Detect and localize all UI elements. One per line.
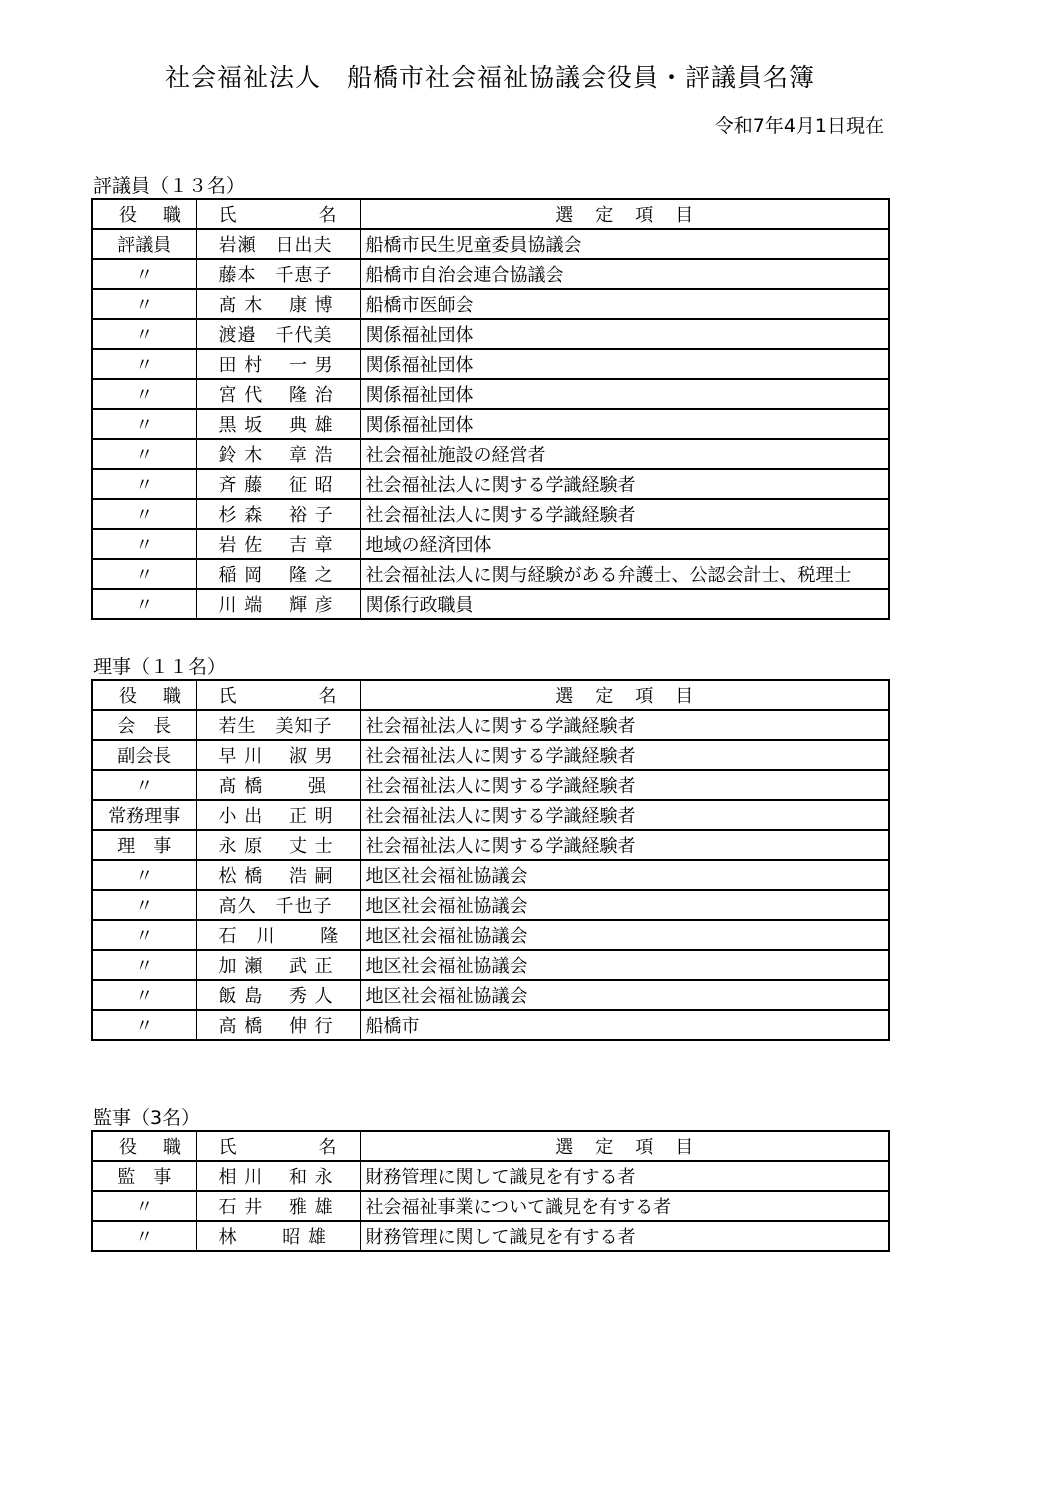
criteria-cell: 関係行政職員: [360, 589, 889, 619]
criteria-cell: 地区社会福祉協議会: [360, 890, 889, 920]
name-cell: 相 川 和 永: [196, 1161, 360, 1191]
name-cell: 永 原 丈 士: [196, 830, 360, 860]
criteria-cell: 関係福祉団体: [360, 379, 889, 409]
criteria-cell: 社会福祉法人に関する学識経験者: [360, 800, 889, 830]
name-cell: 髙 橋 强: [196, 770, 360, 800]
auditors-heading: 監事（3名）: [93, 1107, 201, 1129]
criteria-cell: 船橋市医師会: [360, 289, 889, 319]
name-cell: 田 村 一 男: [196, 349, 360, 379]
criteria-cell: 地域の経済団体: [360, 529, 889, 559]
table-row: [92, 499, 889, 529]
table-row: [92, 890, 889, 920]
table-row: [92, 800, 889, 830]
criteria-cell: 船橋市民生児童委員協議会: [360, 229, 889, 259]
role-cell: 〃: [92, 1010, 196, 1040]
table-row: [92, 710, 889, 740]
role-cell: 〃: [92, 409, 196, 439]
table-row: [92, 1191, 889, 1221]
role-cell: 副会長: [92, 740, 196, 770]
name-cell: 松 橋 浩 嗣: [196, 860, 360, 890]
councillors-table: [91, 198, 890, 620]
criteria-cell: 社会福祉法人に関与経験がある弁護士、公認会計士、税理士: [360, 559, 889, 589]
table-header-row: [92, 680, 889, 710]
name-cell: 川 端 輝 彦: [196, 589, 360, 619]
role-cell: 〃: [92, 559, 196, 589]
table-row: [92, 950, 889, 980]
name-header-left: 氏: [218, 1137, 237, 1158]
name-cell: 高 橋 伸 行: [196, 1010, 360, 1040]
role-cell: 〃: [92, 1191, 196, 1221]
name-cell: 稲 岡 隆 之: [196, 559, 360, 589]
criteria-column-header: 選定項目: [360, 199, 889, 229]
name-cell: 石 川 隆: [196, 920, 360, 950]
as-of-date: 令和7年4月1日現在: [714, 115, 884, 137]
table-row: [92, 409, 889, 439]
criteria-cell: 財務管理に関して識見を有する者: [360, 1221, 889, 1251]
role-cell: 〃: [92, 439, 196, 469]
name-cell: 鈴 木 章 浩: [196, 439, 360, 469]
criteria-column-header: 選定項目: [360, 680, 889, 710]
role-column-header: 役職: [92, 680, 196, 710]
role-cell: 〃: [92, 349, 196, 379]
name-cell: 宮 代 隆 治: [196, 379, 360, 409]
name-header-left: 氏: [218, 686, 237, 707]
name-cell: 石 井 雅 雄: [196, 1191, 360, 1221]
criteria-cell: 社会福祉事業について識見を有する者: [360, 1191, 889, 1221]
table-row: [92, 559, 889, 589]
criteria-cell: 地区社会福祉協議会: [360, 920, 889, 950]
role-cell: 監 事: [92, 1161, 196, 1191]
table-row: [92, 740, 889, 770]
name-column-header: [196, 1131, 360, 1161]
name-cell: 斉 藤 征 昭: [196, 469, 360, 499]
table-row: [92, 589, 889, 619]
role-cell: 理 事: [92, 830, 196, 860]
table-row: [92, 830, 889, 860]
role-cell: 〃: [92, 589, 196, 619]
role-cell: 〃: [92, 499, 196, 529]
criteria-cell: 社会福祉法人に関する学識経験者: [360, 740, 889, 770]
name-cell: 飯 島 秀 人: [196, 980, 360, 1010]
table-row: [92, 439, 889, 469]
name-header-right: 名: [318, 205, 337, 226]
role-column-header: 役職: [92, 1131, 196, 1161]
criteria-column-header: 選定項目: [360, 1131, 889, 1161]
role-cell: 〃: [92, 1221, 196, 1251]
role-cell: 〃: [92, 860, 196, 890]
directors-heading: 理事（１１名）: [93, 656, 227, 678]
name-cell: 小 出 正 明: [196, 800, 360, 830]
table-row: [92, 770, 889, 800]
table-row: [92, 980, 889, 1010]
table-row: [92, 259, 889, 289]
criteria-cell: 社会福祉施設の経営者: [360, 439, 889, 469]
name-cell: 渡邉 千代美: [196, 319, 360, 349]
table-row: [92, 229, 889, 259]
role-cell: 〃: [92, 770, 196, 800]
role-cell: 〃: [92, 890, 196, 920]
table-row: [92, 860, 889, 890]
table-header-row: [92, 1131, 889, 1161]
criteria-cell: 関係福祉団体: [360, 319, 889, 349]
role-cell: 〃: [92, 469, 196, 499]
name-cell: 高久 千也子: [196, 890, 360, 920]
role-cell: 〃: [92, 379, 196, 409]
councillors-heading: 評議員（１３名）: [93, 175, 246, 197]
name-cell: 早 川 淑 男: [196, 740, 360, 770]
name-header-left: 氏: [218, 205, 237, 226]
table-row: [92, 1161, 889, 1191]
name-cell: 岩 佐 吉 章: [196, 529, 360, 559]
name-cell: 髙 木 康 博: [196, 289, 360, 319]
table-row: [92, 469, 889, 499]
table-row: [92, 1221, 889, 1251]
criteria-cell: 社会福祉法人に関する学識経験者: [360, 469, 889, 499]
role-cell: 〃: [92, 289, 196, 319]
name-column-header: [196, 680, 360, 710]
name-header-right: 名: [318, 1137, 337, 1158]
table-header-row: [92, 199, 889, 229]
name-cell: 岩瀬 日出夫: [196, 229, 360, 259]
criteria-cell: 社会福祉法人に関する学識経験者: [360, 770, 889, 800]
table-row: [92, 1010, 889, 1040]
page-title: 社会福祉法人 船橋市社会福祉協議会役員・評議員名簿: [164, 63, 815, 92]
name-cell: 藤本 千恵子: [196, 259, 360, 289]
table-row: [92, 289, 889, 319]
criteria-cell: 関係福祉団体: [360, 409, 889, 439]
name-cell: 林 昭 雄: [196, 1221, 360, 1251]
name-cell: 杉 森 裕 子: [196, 499, 360, 529]
name-cell: 若生 美知子: [196, 710, 360, 740]
criteria-cell: 社会福祉法人に関する学識経験者: [360, 499, 889, 529]
auditors-table: [91, 1130, 890, 1252]
criteria-cell: 地区社会福祉協議会: [360, 950, 889, 980]
criteria-cell: 社会福祉法人に関する学識経験者: [360, 830, 889, 860]
criteria-cell: 船橋市: [360, 1010, 889, 1040]
name-cell: 黒 坂 典 雄: [196, 409, 360, 439]
table-row: [92, 319, 889, 349]
criteria-cell: 財務管理に関して識見を有する者: [360, 1161, 889, 1191]
role-cell: 会 長: [92, 710, 196, 740]
role-column-header: 役職: [92, 199, 196, 229]
criteria-cell: 船橋市自治会連合協議会: [360, 259, 889, 289]
role-cell: 〃: [92, 319, 196, 349]
role-cell: 〃: [92, 529, 196, 559]
name-column-header: [196, 199, 360, 229]
role-cell: 〃: [92, 950, 196, 980]
table-row: [92, 920, 889, 950]
table-row: [92, 529, 889, 559]
directors-table: [91, 679, 890, 1041]
criteria-cell: 地区社会福祉協議会: [360, 980, 889, 1010]
role-cell: 評議員: [92, 229, 196, 259]
table-row: [92, 349, 889, 379]
criteria-cell: 地区社会福祉協議会: [360, 860, 889, 890]
name-header-right: 名: [318, 686, 337, 707]
role-cell: 〃: [92, 259, 196, 289]
role-cell: 〃: [92, 920, 196, 950]
role-cell: 常務理事: [92, 800, 196, 830]
name-cell: 加 瀬 武 正: [196, 950, 360, 980]
criteria-cell: 関係福祉団体: [360, 349, 889, 379]
criteria-cell: 社会福祉法人に関する学識経験者: [360, 710, 889, 740]
table-row: [92, 379, 889, 409]
role-cell: 〃: [92, 980, 196, 1010]
